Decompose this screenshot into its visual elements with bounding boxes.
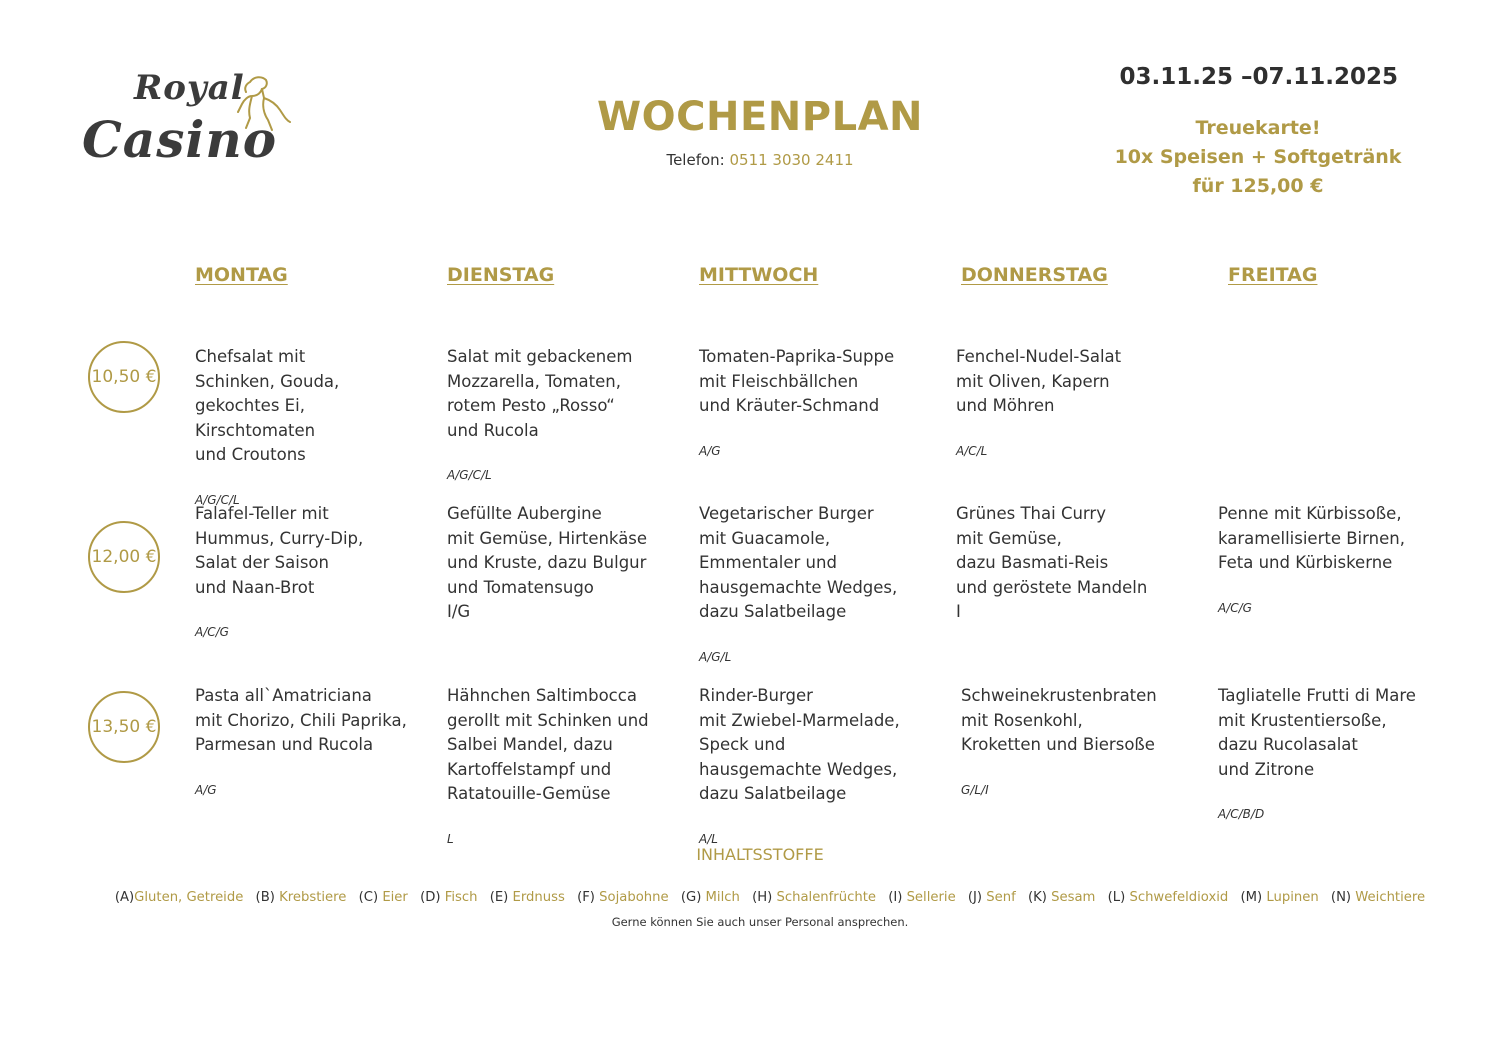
legend-code: (J) [967,890,987,905]
legend-item [681,890,740,905]
loyalty-offer: 10x Speisen + Softgetränk [1114,146,1402,168]
legend-name: Sellerie [906,890,956,905]
legend-item [1028,890,1095,905]
legend-item [1108,890,1229,905]
staff-note: Gerne können Sie auch unser Personal ansprechen. [611,915,909,929]
legend-name: Sojabohne [599,890,669,905]
legend-item [359,890,408,905]
date-range: 03.11.25 –07.11.2025 [1119,64,1398,90]
menu-item [961,660,1157,822]
dish-name: Vegetarischer Burger mit Guacamole, Emmentaler und hausgemachte Wedges, dazu Salatbeilage [699,504,898,622]
menu-item [699,660,900,871]
legend-code: (I) [888,890,907,905]
legend-name: Krebstiere [279,890,347,905]
legend-name: Weichtiere [1355,890,1426,905]
allergen-codes: A/C/L [956,444,988,459]
allergen-codes: A/C/G [1218,601,1252,616]
menu-item [956,478,1147,673]
legend-code: (E) [489,890,513,905]
menu-item [699,321,894,483]
logo-text-casino: Casino [82,110,278,169]
menu-item [956,321,1121,483]
day-thursday: DONNERSTAG [961,264,1108,286]
price-badge: 12,00 € [88,521,160,593]
menu-item [1218,660,1416,847]
legend-item [1241,890,1319,905]
legend-item [888,890,956,905]
allergen-legend [60,890,1480,905]
dish-name: Chefsalat mit Schinken, Gouda, gekochtes Ei, Kirschtomaten und Croutons [195,347,340,465]
legend-item [752,890,876,905]
legend-code: (K) [1027,890,1052,905]
menu-item [195,660,407,822]
logo-text-royal: Royal [134,68,245,108]
menu-item [195,478,363,665]
legend-item [1331,890,1425,905]
legend-item [420,890,477,905]
dish-name: Grünes Thai Curry mit Gemüse, dazu Basmati-Reis und geröstete Mandeln I [956,504,1148,622]
legend-code: (D) [420,890,445,905]
legend-item [490,890,565,905]
allergen-codes: A/C/G [195,625,229,640]
legend-code: (L) [1107,890,1130,905]
legend-name: Eier [382,890,408,905]
dish-name: Hähnchen Saltimbocca gerollt mit Schinken und Salbei Mandel, dazu Kartoffelstampf und Ratatouille-Gemüse [447,686,649,804]
page-title: WOCHENPLAN [597,94,923,140]
legend-item [968,890,1016,905]
allergen-codes: A/L [699,831,718,846]
dish-name: Fenchel-Nudel-Salat mit Oliven, Kapern und Möhren [956,347,1122,416]
allergen-codes: A/G/L [699,649,732,664]
legend-name: Schwefeldioxid [1129,890,1229,905]
loyalty-card-info [1108,114,1408,201]
legend-item [115,890,243,905]
royal-casino-logo [80,66,300,176]
dish-name: Penne mit Kürbissoße, karamellisierte Birnen, Feta und Kürbiskerne [1218,504,1405,573]
dish-name: Pasta all`Amatriciana mit Chorizo, Chili Paprika, Parmesan und Rucola [195,686,407,755]
legend-code: (F) [577,890,600,905]
allergen-codes: A/G/C/L [447,468,492,483]
dish-name: Tagliatelle Frutti di Mare mit Krustentiersoße, dazu Rucolasalat und Zitrone [1218,686,1416,779]
phone-line [560,151,960,169]
menu-item [699,478,897,689]
day-monday: MONTAG [195,264,288,286]
day-friday: FREITAG [1228,264,1318,286]
dish-name: Falafel-Teller mit Hummus, Curry-Dip, Salat der Saison und Naan-Brot [195,504,364,597]
legend-item [577,890,669,905]
phone-number[interactable]: 0511 3030 2411 [729,151,854,169]
dish-name: Gefüllte Aubergine mit Gemüse, Hirtenkäse und Kruste, dazu Bulgur und Tomatensugo I/G [447,504,648,622]
allergen-codes: A/C/B/D [1218,807,1265,822]
legend-code: (C) [358,890,383,905]
legend-code: (A) [114,890,135,905]
horse-icon [220,74,292,134]
menu-item [1218,478,1405,640]
legend-name: Milch [705,890,740,905]
dish-name: Schweinekrustenbraten mit Rosenkohl, Kroketten und Biersoße [961,686,1157,755]
menu-item [447,660,649,871]
dish-name: Rinder-Burger mit Zwiebel-Marmelade, Speck und hausgemachte Wedges, dazu Salatbeilage [699,686,900,804]
allergen-codes: A/G [195,783,217,798]
legend-code: (M) [1240,890,1267,905]
dish-name: Salat mit gebackenem Mozzarella, Tomaten, rotem Pesto „Rosso“ und Rucola [447,347,633,440]
legend-name: Schalenfrüchte [776,890,876,905]
legend-code: (H) [752,890,777,905]
legend-code: (N) [1330,890,1356,905]
loyalty-price: für 125,00 € [1192,175,1324,197]
legend-name: Fisch [444,890,478,905]
menu-item [447,478,647,673]
legend-name: Sesam [1051,890,1096,905]
legend-name: Lupinen [1266,890,1319,905]
legend-code: (G) [680,890,706,905]
allergen-codes: A/G/C/L [195,492,240,507]
loyalty-title: Treuekarte! [1195,117,1321,139]
price-badge: 13,50 € [88,691,160,763]
allergen-codes: A/G [699,444,721,459]
legend-item [256,890,347,905]
legend-name: Erdnuss [512,890,565,905]
legend-code: (B) [255,890,280,905]
day-tuesday: DIENSTAG [447,264,555,286]
legend-name: Senf [986,890,1016,905]
price-badge: 10,50 € [88,341,160,413]
phone-label: Telefon: [666,151,730,169]
dish-name: Tomaten-Paprika-Suppe mit Fleischbällchen und Kräuter-Schmand [699,347,895,416]
allergen-codes: L [447,831,454,846]
legend-name: Gluten, Getreide [134,890,244,905]
ingredients-title: INHALTSSTOFFE [696,845,824,864]
allergen-codes: G/L/I [961,783,989,798]
day-wednesday: MITTWOCH [699,264,819,286]
